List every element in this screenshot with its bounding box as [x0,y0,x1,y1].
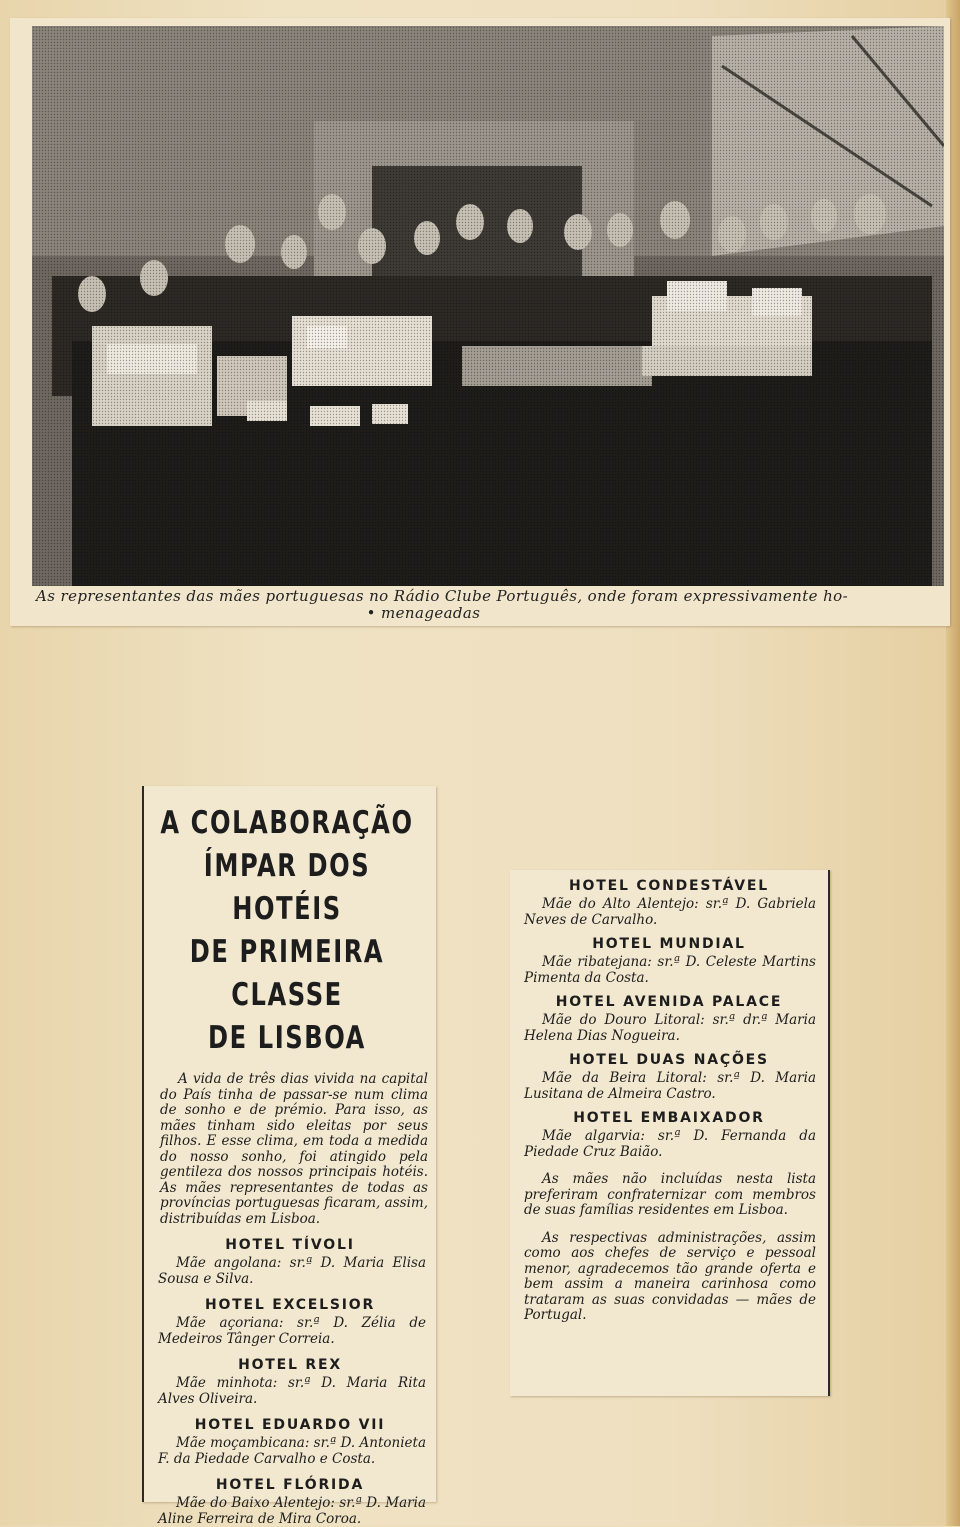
hotel-guest: Mãe minhota: sr.ª D. Maria Rita Alves Oliveira. [158,1375,426,1407]
hotel-guest: Mãe açoriana: sr.ª D. Zélia de Medeiros Tânger Correia. [158,1315,426,1347]
hotel-guest: Mãe algarvia: sr.ª D. Fernanda da Piedade Cruz Baião. [524,1128,816,1160]
closing-paragraph-1: As mães não incluídas nesta lista preferiram confraternizar com membros de suas famílias residentes em Lisboa. [524,1171,816,1218]
hotel-guest: Mãe ribatejana: sr.ª D. Celeste Martins Pimenta da Costa. [524,954,816,986]
article-intro: A vida de três dias vivida na capital do País tinha de passar-se num clima de sonho e de prémio. Para isso, as mães tinham sido eleitas por seus filhos. E esse clima, em toda a medida do nosso sonho, foi atingido pela gentileza dos nossos principais hotéis. As mães representantes de todas as províncias portuguesas ficaram, assim, distribuídas em Lisboa. [160,1071,428,1227]
hotel-name: HOTEL EDUARDO VII [194,1417,386,1433]
hotel-guest: Mãe do Alto Alentejo: sr.ª D. Gabriela Neves de Carvalho. [524,896,816,928]
article-headline [158,802,415,1060]
hotel-guest: Mãe angolana: sr.ª D. Maria Elisa Sousa e Silva. [158,1255,426,1287]
hotel-guest: Mãe da Beira Litoral: sr.ª D. Maria Lusitana de Almeira Castro. [524,1070,816,1102]
hotel-name: HOTEL AVENIDA PALACE [555,994,783,1010]
hotel-name: HOTEL DUAS NAÇÕES [569,1052,769,1068]
headline-line-4: DE LISBOA [208,1020,366,1056]
hotel-name: HOTEL EXCELSIOR [204,1297,376,1313]
article-clipping-left [142,786,436,1527]
headline-line-3: DE PRIMEIRA CLASSE [189,934,385,1013]
hotel-name: HOTEL TÍVOLI [225,1237,355,1253]
photo-clipping [10,18,950,626]
hotel-name: HOTEL REX [238,1357,342,1373]
hotel-guest: Mãe do Douro Litoral: sr.ª dr.ª Maria Helena Dias Nogueira. [524,1012,816,1044]
hotel-name: HOTEL CONDESTÁVEL [569,878,769,894]
headline-line-2: ÍMPAR DOS HOTÉIS [203,848,371,927]
hotel-name: HOTEL FLÓRIDA [215,1477,365,1493]
hotel-name: HOTEL EMBAIXADOR [573,1110,765,1126]
caption-line-2: • menageadas [366,604,481,622]
newspaper-photo [32,26,944,586]
hotel-guest: Mãe do Baixo Alentejo: sr.ª D. Maria Aline Ferreira de Mira Coroa. [158,1495,426,1527]
photo-caption [36,588,941,622]
article-clipping-right [510,870,830,1396]
hotel-guest: Mãe moçambicana: sr.ª D. Antonieta F. da Piedade Carvalho e Costa. [158,1435,426,1467]
caption-line-1: As representantes das mães portuguesas no Rádio Clube Português, onde foram expressivamente ho- [36,587,849,605]
closing-paragraph-2: As respectivas administrações, assim como aos chefes de serviço e pessoal menor, agradecemos tão grande oferta e bem assim a maneira carinhosa como trataram as suas convidadas — mães de Portugal. [524,1229,816,1323]
hotel-name: HOTEL MUNDIAL [592,936,746,952]
photo-illustration [32,26,944,586]
headline-line-1: A COLABORAÇÃO [160,805,414,841]
